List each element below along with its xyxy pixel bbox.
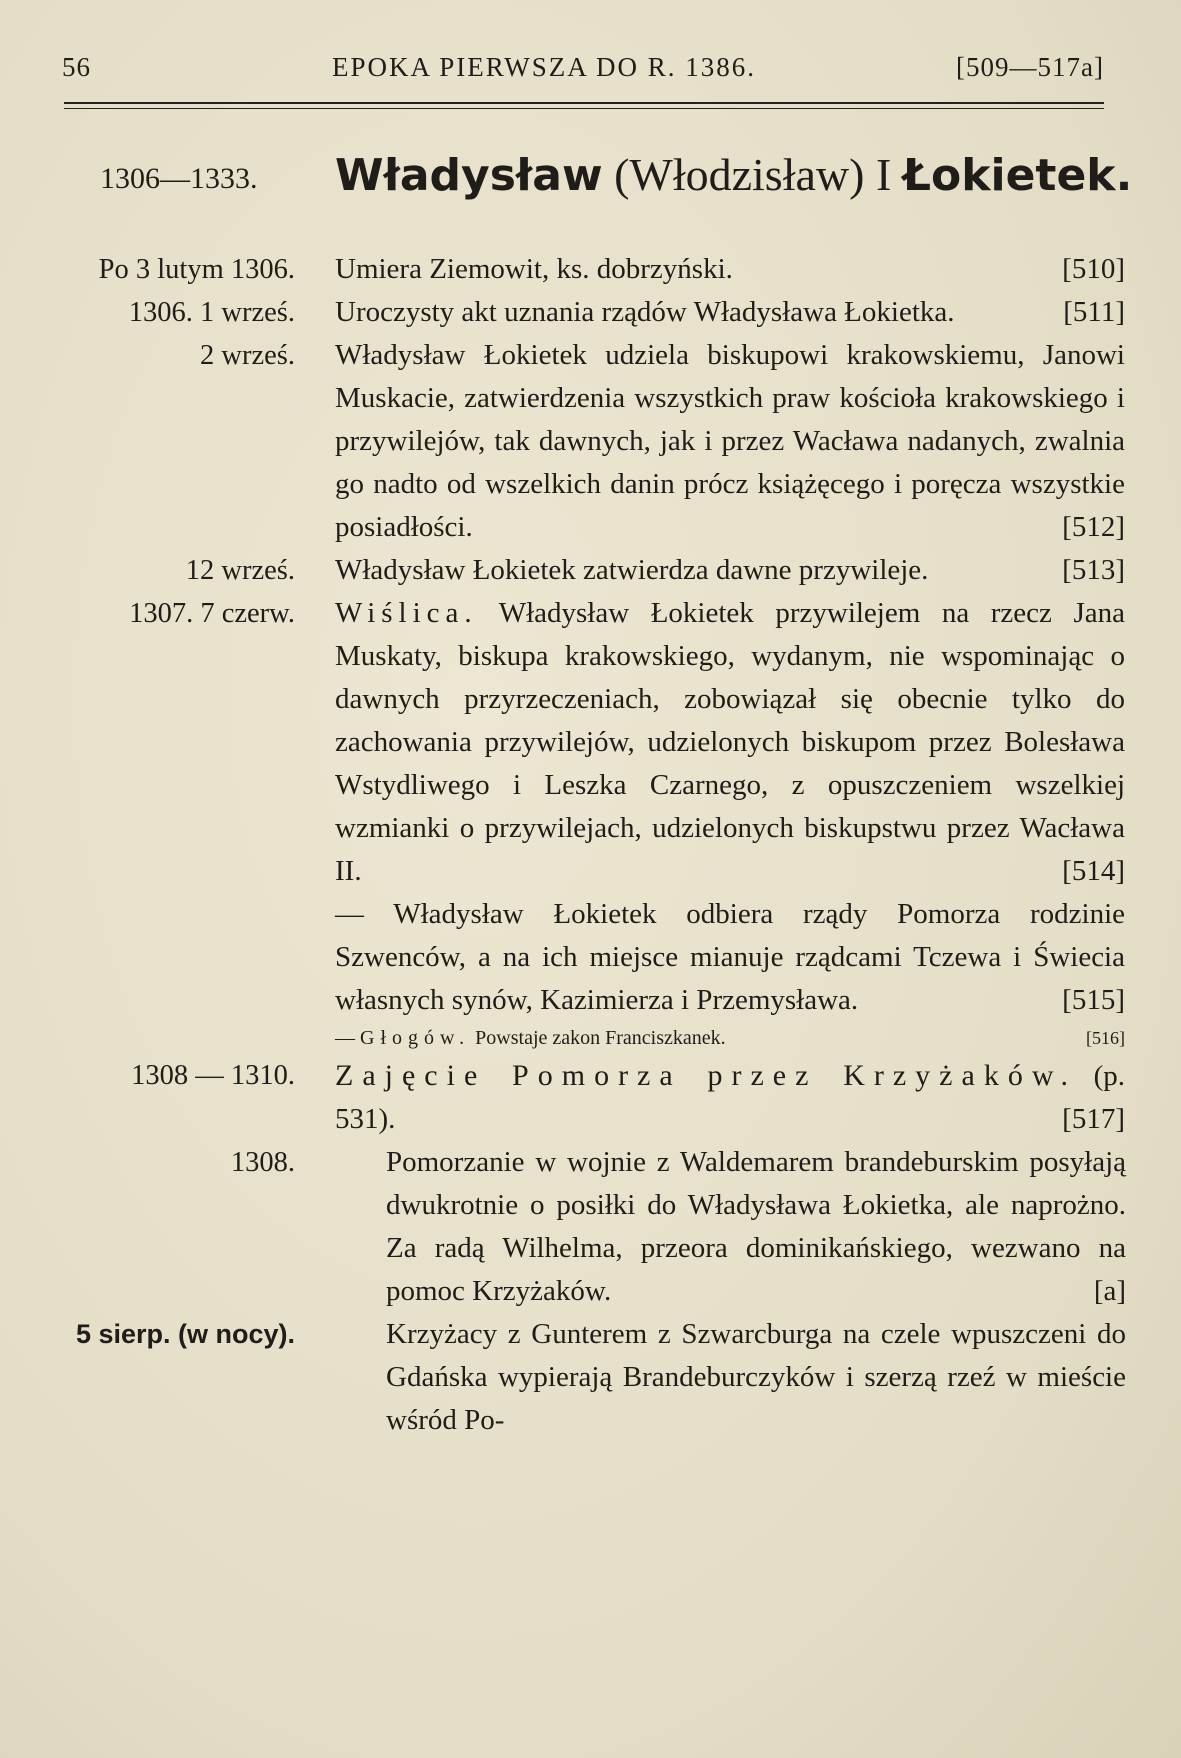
entry-body: Uroczysty akt uznania rządów Władysława Łokietka. <box>335 296 955 328</box>
entry-row <box>0 1054 1181 1141</box>
entry-row <box>0 549 1181 592</box>
entry-number: [516] <box>1086 1028 1125 1048</box>
entry-text <box>335 549 1125 592</box>
entry-body: Umiera Ziemowit, ks. dobrzyński. <box>335 253 733 285</box>
entry-date: 5 sierp. (w nocy). <box>75 1319 295 1349</box>
entry-text <box>335 334 1125 549</box>
entry-number: [512] <box>1062 511 1125 543</box>
entry-number: [514] <box>1062 855 1125 887</box>
entry-date: 12 wrześ. <box>185 555 295 586</box>
entry-text <box>386 1141 1126 1313</box>
entry-row <box>0 592 1181 893</box>
entry-body: Powstaje zakon Franciszkanek. <box>470 1027 726 1049</box>
section-title <box>100 148 1140 208</box>
section-years: 1306—1333. <box>100 162 258 195</box>
entry-number: [510] <box>1062 253 1125 285</box>
page-number: 56 <box>62 52 91 82</box>
entry-body: (p. 531). <box>335 1060 1125 1135</box>
entry-number: [511] <box>1063 296 1125 328</box>
entry-text <box>335 592 1125 893</box>
entry-body: Pomorzanie w wojnie z Waldemarem brandeburskim posyłają dwukrotnie o posiłki do Władysława Łokietka, ale naprożno. Za radą Wilhelma, przeora dominikańskiego, wezwano na pomoc Krzyżaków. <box>386 1146 1126 1307</box>
entry-range: [509—517a] <box>956 52 1104 82</box>
entry-text <box>386 1313 1126 1442</box>
entry-date: Po 3 lutym 1306. <box>98 254 295 285</box>
entry-body: Władysław Łokietek przywilejem na rzecz Jana Muskaty, biskupa krakowskiego, wydanym, nie wspominając o dawnych przyrzeczeniach, zobowiązał się obecnie tylko do zachowania przywilejów, udzielonych biskupom przez Bolesława Wstydliwego i Leszka Czarnego, z opuszczeniem wszelkiej wzmianki o przywilejach, udzielonych biskupstwu przez Wacława II. <box>335 597 1125 887</box>
entry-date: 1308. <box>230 1147 295 1178</box>
entry-body: — Władysław Łokietek odbiera rządy Pomorza rodzinie Szwenców, a na ich miejsce mianuje rządcami Tczewa i Świecia własnych synów, Kazimierza i Przemysława. <box>335 898 1125 1016</box>
entry-number: [a] <box>1093 1275 1126 1307</box>
entry-date: 1308 — 1310. <box>131 1060 295 1091</box>
entry-number: [513] <box>1062 554 1125 586</box>
running-header <box>62 52 1132 92</box>
entry-row <box>0 1141 1181 1313</box>
entry-row <box>0 1313 1181 1442</box>
entry-body: Krzyżacy z Gunterem z Szwarcburga na czele wpuszczeni do Gdańska wypierają Brandeburczyków i szerzą rzeź w mieście wśród Po- <box>386 1318 1126 1436</box>
entry-place: Głogów. <box>360 1027 471 1049</box>
running-title: EPOKA PIERWSZA DO R. 1386. <box>332 52 757 82</box>
entry-row <box>0 334 1181 549</box>
entry-row <box>0 1022 1181 1054</box>
entry-text <box>335 1054 1125 1141</box>
entry-body: Władysław Łokietek udziela biskupowi krakowskiemu, Janowi Muskacie, zatwierdzenia wszystkich praw kościoła krakowskiego i przywilejów, tak dawnych, jak i przez Wacława nadanych, zwalnia go nadto od wszelkich danin prócz książęcego i poręcza wszystkie posiadłości. <box>335 339 1125 543</box>
entry-place: Wiślica. <box>335 597 478 629</box>
section-name-bold: Władysław <box>335 150 603 201</box>
entry-text <box>335 1022 1125 1054</box>
chronicle-entries <box>0 248 1181 1442</box>
entry-heading: Zajęcie Pomorza przez Krzyżaków. <box>335 1059 1078 1092</box>
entry-text <box>335 248 1125 291</box>
section-name-middle: (Włodzisław) I <box>602 149 903 200</box>
entry-prefix: — <box>335 1027 360 1049</box>
section-heading <box>335 148 1132 201</box>
header-rule-thin <box>64 108 1104 109</box>
entry-text <box>335 291 1125 334</box>
section-name-bold2: Łokietek. <box>902 150 1133 201</box>
entry-text <box>335 893 1125 1022</box>
entry-row <box>0 248 1181 291</box>
entry-number: [515] <box>1062 984 1125 1016</box>
entry-body: Władysław Łokietek zatwierdza dawne przywileje. <box>335 554 929 586</box>
entry-date: 2 wrześ. <box>200 340 295 371</box>
entry-row <box>0 893 1181 1022</box>
entry-date: 1307. 7 czerw. <box>129 598 295 629</box>
entry-row <box>0 291 1181 334</box>
entry-date: 1306. 1 wrześ. <box>128 297 295 328</box>
entry-number: [517] <box>1062 1103 1125 1135</box>
header-rule <box>64 102 1104 104</box>
